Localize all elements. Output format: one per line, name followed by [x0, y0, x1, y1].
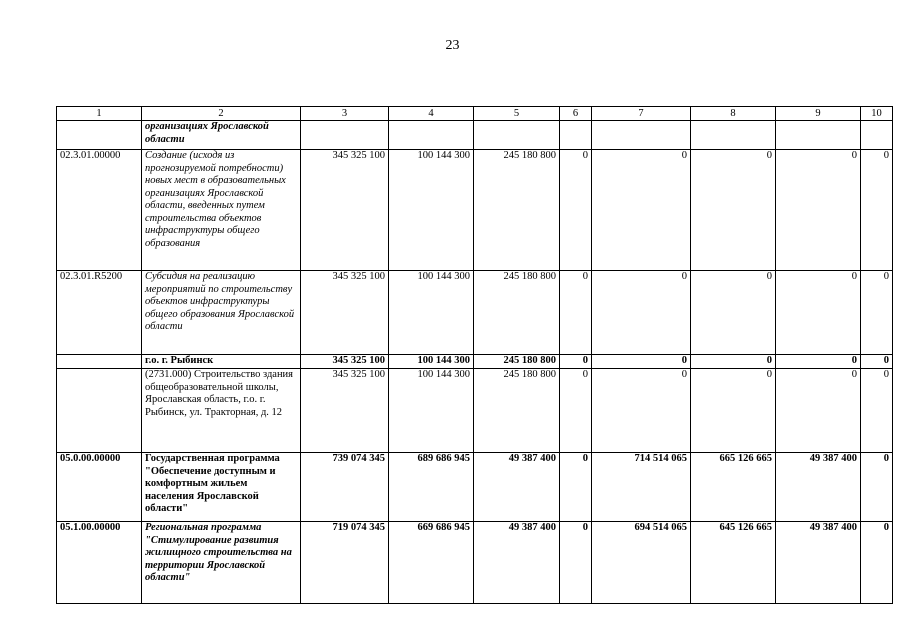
cell-col5: 49 387 400 [474, 522, 560, 604]
cell-col10: 0 [861, 150, 893, 271]
budget-table [56, 106, 893, 604]
cell-col4: 689 686 945 [389, 453, 474, 522]
cell-col6: 0 [560, 522, 592, 604]
cell-col7: 0 [592, 369, 691, 453]
table-row [57, 369, 893, 453]
cell-col3: 345 325 100 [301, 271, 389, 355]
col-header: 8 [691, 107, 776, 121]
table-row [57, 150, 893, 271]
cell-col7 [592, 121, 691, 150]
cell-col3: 345 325 100 [301, 150, 389, 271]
cell-col4: 100 144 300 [389, 355, 474, 369]
cell-col3: 345 325 100 [301, 369, 389, 453]
cell-col6 [560, 121, 592, 150]
col-header: 2 [142, 107, 301, 121]
row-code [57, 355, 142, 369]
cell-col7: 714 514 065 [592, 453, 691, 522]
col-header: 5 [474, 107, 560, 121]
cell-col8: 0 [691, 369, 776, 453]
cell-col3: 719 074 345 [301, 522, 389, 604]
cell-col9: 0 [776, 271, 861, 355]
cell-col5: 245 180 800 [474, 355, 560, 369]
row-name: Региональная программа "Стимулирование развития жилищного строительства на территории Ярославской области" [142, 522, 301, 604]
cell-col4: 669 686 945 [389, 522, 474, 604]
cell-col8: 0 [691, 271, 776, 355]
cell-col6: 0 [560, 453, 592, 522]
table-row [57, 453, 893, 522]
cell-col4: 100 144 300 [389, 150, 474, 271]
cell-col5 [474, 121, 560, 150]
cell-col7: 0 [592, 271, 691, 355]
row-name: Создание (исходя из прогнозируемой потребности) новых мест в образовательных организациях Ярославской области, введенных путем строительства объектов инфраструктуры общего образования [142, 150, 301, 271]
row-name: (2731.000) Строительство здания общеобразовательной школы, Ярославская область, г.о. г. Рыбинск, ул. Тракторная, д. 12 [142, 369, 301, 453]
cell-col6: 0 [560, 271, 592, 355]
col-header: 1 [57, 107, 142, 121]
cell-col9 [776, 121, 861, 150]
row-name: Субсидия на реализацию мероприятий по строительству объектов инфраструктуры общего образования Ярославской области [142, 271, 301, 355]
table-row [57, 355, 893, 369]
cell-col10: 0 [861, 271, 893, 355]
row-name: Государственная программа "Обеспечение доступным и комфортным жильем населения Ярославской области" [142, 453, 301, 522]
cell-col5: 245 180 800 [474, 271, 560, 355]
table-row [57, 522, 893, 604]
cell-col3: 739 074 345 [301, 453, 389, 522]
row-code: 05.1.00.00000 [57, 522, 142, 604]
cell-col9: 0 [776, 369, 861, 453]
cell-col9: 0 [776, 150, 861, 271]
table-row [57, 121, 893, 150]
col-header: 10 [861, 107, 893, 121]
cell-col7: 0 [592, 355, 691, 369]
cell-col3: 345 325 100 [301, 355, 389, 369]
cell-col4: 100 144 300 [389, 271, 474, 355]
cell-col5: 49 387 400 [474, 453, 560, 522]
cell-col4 [389, 121, 474, 150]
col-header: 3 [301, 107, 389, 121]
cell-col8: 0 [691, 355, 776, 369]
cell-col10: 0 [861, 453, 893, 522]
cell-col8: 645 126 665 [691, 522, 776, 604]
col-header: 9 [776, 107, 861, 121]
cell-col9: 49 387 400 [776, 453, 861, 522]
cell-col5: 245 180 800 [474, 150, 560, 271]
cell-col10: 0 [861, 369, 893, 453]
row-code [57, 369, 142, 453]
cell-col5: 245 180 800 [474, 369, 560, 453]
cell-col8: 665 126 665 [691, 453, 776, 522]
cell-col10 [861, 121, 893, 150]
cell-col10: 0 [861, 522, 893, 604]
row-code: 02.3.01.R5200 [57, 271, 142, 355]
cell-col9: 0 [776, 355, 861, 369]
col-header: 7 [592, 107, 691, 121]
cell-col7: 0 [592, 150, 691, 271]
row-code: 02.3.01.00000 [57, 150, 142, 271]
row-name: организациях Ярославской области [142, 121, 301, 150]
cell-col9: 49 387 400 [776, 522, 861, 604]
page-number: 23 [445, 38, 460, 53]
row-name: г.о. г. Рыбинск [142, 355, 301, 369]
cell-col8: 0 [691, 150, 776, 271]
header-row [57, 107, 893, 121]
cell-col4: 100 144 300 [389, 369, 474, 453]
col-header: 4 [389, 107, 474, 121]
row-code: 05.0.00.00000 [57, 453, 142, 522]
cell-col6: 0 [560, 355, 592, 369]
cell-col3 [301, 121, 389, 150]
cell-col7: 694 514 065 [592, 522, 691, 604]
cell-col6: 0 [560, 369, 592, 453]
row-code [57, 121, 142, 150]
cell-col6: 0 [560, 150, 592, 271]
col-header: 6 [560, 107, 592, 121]
cell-col8 [691, 121, 776, 150]
cell-col10: 0 [861, 355, 893, 369]
table-row [57, 271, 893, 355]
